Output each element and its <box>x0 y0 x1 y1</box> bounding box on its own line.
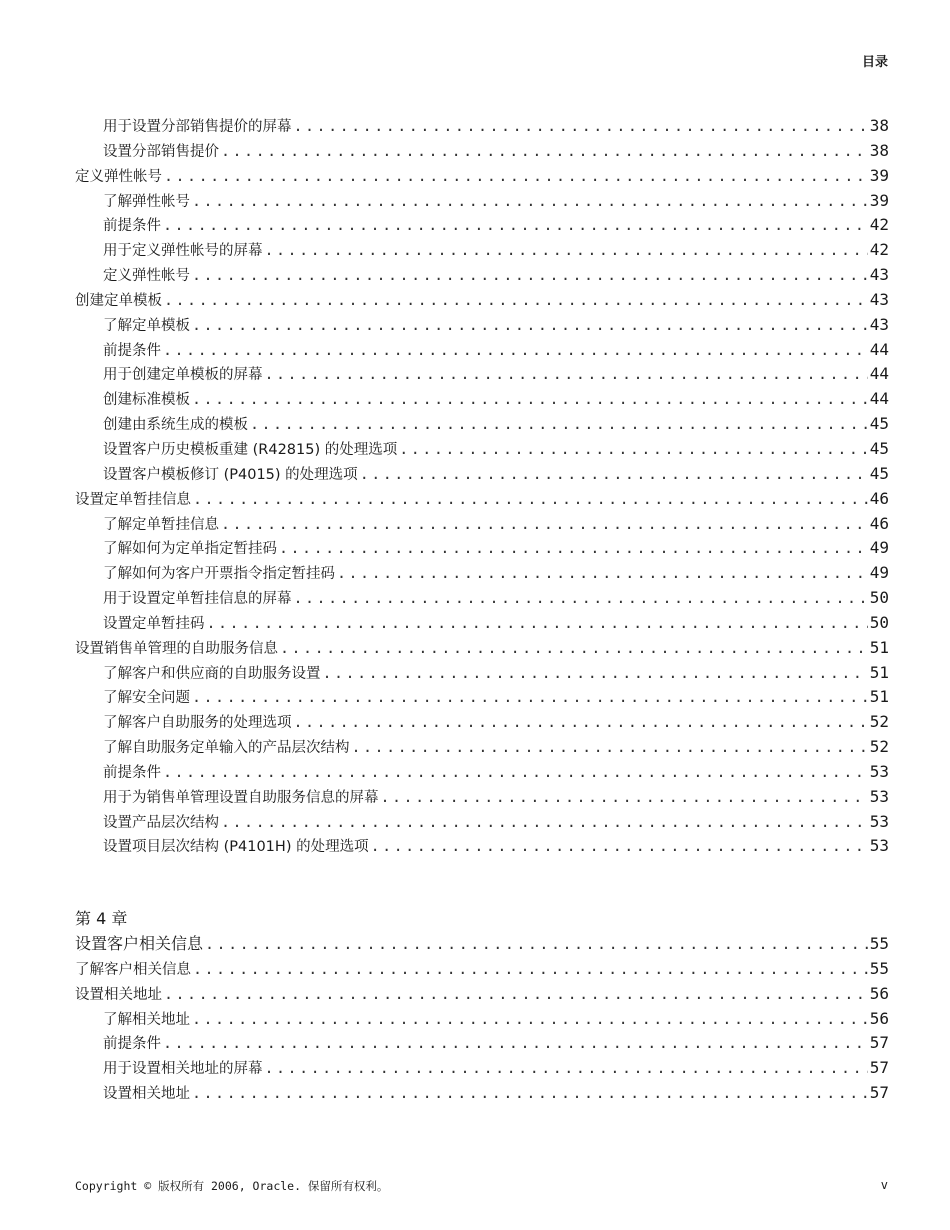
toc-entry[interactable] <box>75 387 889 412</box>
toc-entry-label: 设置分部销售提价 <box>103 143 219 160</box>
toc-entry-label: 定义弹性帐号 <box>103 268 190 285</box>
toc-entry-label: 设置项目层次结构 (P4101H) 的处理选项 <box>103 839 369 856</box>
toc-leader-dots <box>294 114 868 139</box>
toc-entry[interactable] <box>75 238 889 263</box>
toc-entry[interactable] <box>75 982 889 1007</box>
toc-entry[interactable] <box>75 288 889 313</box>
toc-leader-dots <box>381 785 868 810</box>
toc-entry[interactable] <box>75 139 889 164</box>
toc-entry-page: 52 <box>869 712 889 732</box>
toc-leader-dots <box>265 238 868 263</box>
toc-entry[interactable] <box>75 1007 889 1032</box>
toc-entry-page: 45 <box>869 414 889 434</box>
toc-entry-page: 43 <box>869 265 889 285</box>
toc-entry-label: 了解自助服务定单输入的产品层次结构 <box>103 740 350 757</box>
toc-leader-dots <box>164 982 868 1007</box>
running-header-title: 目录 <box>861 55 888 70</box>
toc-entry-label: 用于为销售单管理设置自助服务信息的屏幕 <box>103 789 379 806</box>
toc-entry-label: 了解相关地址 <box>103 1011 190 1028</box>
toc-entry-label: 前提条件 <box>103 764 161 781</box>
toc-leader-dots <box>163 338 868 363</box>
toc-leader-dots <box>221 810 868 835</box>
footer-copyright: Copyright © 版权所有 2006, Oracle. 保留所有权利。 <box>75 1179 389 1193</box>
toc-entry-page: 57 <box>869 1033 889 1053</box>
toc-entry[interactable] <box>75 735 889 760</box>
toc-entry-label: 用于设置相关地址的屏幕 <box>103 1061 263 1078</box>
toc-entry-page: 50 <box>869 588 889 608</box>
toc-entry-label: 设置销售单管理的自助服务信息 <box>75 640 278 657</box>
toc-leader-dots <box>192 263 868 288</box>
toc-entry-label: 用于定义弹性帐号的屏幕 <box>103 243 263 260</box>
toc-entry-page: 42 <box>869 215 889 235</box>
toc-leader-dots <box>192 1081 868 1106</box>
toc-entry[interactable] <box>75 462 889 487</box>
toc-entry-label: 用于设置定单暂挂信息的屏幕 <box>103 591 292 608</box>
toc-entry-page: 44 <box>869 339 889 359</box>
toc-leader-dots <box>323 661 868 686</box>
toc-leader-dots <box>192 685 868 710</box>
toc-leader-dots <box>265 362 868 387</box>
toc-leader-dots <box>163 1031 868 1056</box>
toc-entry-label: 设置相关地址 <box>75 986 162 1003</box>
toc-entry-label: 创建定单模板 <box>75 292 162 309</box>
toc-entry-page: 43 <box>869 289 889 309</box>
toc-entry-page: 43 <box>869 314 889 334</box>
toc-entry-page: 42 <box>869 240 889 260</box>
toc-entry[interactable] <box>75 586 889 611</box>
toc-entry-label: 前提条件 <box>103 218 161 235</box>
toc-entry[interactable] <box>75 810 889 835</box>
toc-entry-label: 了解如何为客户开票指令指定暂挂码 <box>103 566 335 583</box>
toc-entry-page: 45 <box>869 438 889 458</box>
toc-leader-dots <box>164 288 868 313</box>
toc-entry-label: 设置客户模板修订 (P4015) 的处理选项 <box>103 466 358 483</box>
chapter-heading: 第 4 章 <box>75 909 128 928</box>
toc-leader-dots <box>371 834 868 859</box>
toc-entry-label: 设置产品层次结构 <box>103 814 219 831</box>
toc-entry-page: 46 <box>869 513 889 533</box>
toc-entry[interactable] <box>75 636 889 661</box>
toc-entry[interactable] <box>75 412 889 437</box>
toc-entry-page: 49 <box>869 538 889 558</box>
toc-entry-label: 前提条件 <box>103 342 161 359</box>
toc-entry[interactable] <box>75 661 889 686</box>
toc-leader-dots <box>193 957 868 982</box>
toc-entry[interactable] <box>75 785 889 810</box>
toc-entry-page: 44 <box>869 389 889 409</box>
toc-leader-dots <box>192 313 868 338</box>
toc-entry-page: 46 <box>869 488 889 508</box>
toc-entry-label: 设置客户历史模板重建 (R42815) 的处理选项 <box>103 441 398 458</box>
toc-entry-page: 39 <box>869 165 889 185</box>
toc-entry-page: 51 <box>869 637 889 657</box>
toc-leader-dots <box>207 611 868 636</box>
toc-entry[interactable] <box>75 1031 889 1056</box>
toc-entry-label: 了解客户自助服务的处理选项 <box>103 715 292 732</box>
toc-entry[interactable] <box>75 760 889 785</box>
chapter-title-entry[interactable] <box>75 932 889 957</box>
toc-entry[interactable] <box>75 313 889 338</box>
toc-entry-page: 51 <box>869 687 889 707</box>
toc-entry-label: 前提条件 <box>103 1036 161 1053</box>
toc-entry-page: 56 <box>869 1008 889 1028</box>
toc-leader-dots <box>294 586 868 611</box>
toc-entry[interactable] <box>75 1081 889 1106</box>
toc-entry-page: 53 <box>869 786 889 806</box>
toc-entry[interactable] <box>75 611 889 636</box>
toc-entry-page: 49 <box>869 563 889 583</box>
toc-entry-label: 设置相关地址 <box>103 1086 190 1103</box>
toc-entry-label: 设置客户相关信息 <box>75 934 204 953</box>
toc-leader-dots <box>294 710 868 735</box>
toc-leader-dots <box>360 462 868 487</box>
toc-entry-label: 用于设置分部销售提价的屏幕 <box>103 119 292 135</box>
toc-entry[interactable] <box>75 338 889 363</box>
toc-entry[interactable] <box>75 561 889 586</box>
toc-entry[interactable] <box>75 710 889 735</box>
toc-entry-page: 57 <box>869 1058 889 1078</box>
toc-entry-label: 了解弹性帐号 <box>103 193 190 210</box>
toc-leader-dots <box>221 139 868 164</box>
toc-entry-label: 用于创建定单模板的屏幕 <box>103 367 263 384</box>
toc-leader-dots <box>221 512 868 537</box>
toc-entry-page: 56 <box>869 983 889 1003</box>
toc-leader-dots <box>337 561 868 586</box>
toc-entry-page: 50 <box>869 612 889 632</box>
toc-leader-dots <box>193 487 868 512</box>
toc-entry-page: 45 <box>869 463 889 483</box>
toc-leader-dots <box>280 636 868 661</box>
toc-entry-page: 39 <box>869 190 889 210</box>
toc-entry[interactable] <box>75 834 889 859</box>
toc-entry-page: 51 <box>869 662 889 682</box>
toc-entry-page: 57 <box>869 1083 889 1103</box>
toc-entry-label: 定义弹性帐号 <box>75 168 162 185</box>
toc-entry-page: 53 <box>869 761 889 781</box>
toc-entry[interactable] <box>75 437 889 462</box>
toc-entry[interactable] <box>75 189 889 214</box>
toc-entry-page: 53 <box>869 836 889 856</box>
toc-entry-page: 52 <box>869 737 889 757</box>
toc-entry-label: 了解安全问题 <box>103 690 190 707</box>
toc-entry-label: 了解客户和供应商的自助服务设置 <box>103 665 321 682</box>
toc-leader-dots <box>163 213 868 238</box>
toc-list <box>75 114 889 859</box>
toc-leader-dots <box>163 760 868 785</box>
toc-entry[interactable] <box>75 512 889 537</box>
toc-entry[interactable] <box>75 1056 889 1081</box>
toc-entry[interactable] <box>75 213 889 238</box>
toc-entry-page: 38 <box>869 140 889 160</box>
toc-leader-dots <box>192 189 868 214</box>
toc-entry[interactable] <box>75 263 889 288</box>
toc-entry[interactable] <box>75 487 889 512</box>
toc-leader-dots <box>399 437 868 462</box>
toc-leader-dots <box>352 735 868 760</box>
toc-entry[interactable] <box>75 957 889 982</box>
toc-entry-label: 创建标准模板 <box>103 392 190 409</box>
toc-entry-page: 55 <box>869 958 889 978</box>
toc-leader-dots <box>265 1056 868 1081</box>
toc-entry-page: 38 <box>869 116 889 135</box>
toc-entry-page: 44 <box>869 364 889 384</box>
toc-entry[interactable] <box>75 685 889 710</box>
toc-entry-page: 53 <box>869 811 889 831</box>
footer-page-number: v <box>880 1178 888 1192</box>
toc-entry-label: 设置定单暂挂码 <box>103 615 205 632</box>
toc-entry[interactable] <box>75 362 889 387</box>
toc-leader-dots <box>279 536 868 561</box>
toc-entry-label: 创建由系统生成的模板 <box>103 417 248 434</box>
toc-entry[interactable] <box>75 536 889 561</box>
toc-leader-dots <box>250 412 868 437</box>
toc-entry-label: 了解客户相关信息 <box>75 961 191 978</box>
toc-entry[interactable] <box>75 114 889 139</box>
toc-leader-dots <box>192 387 868 412</box>
toc-entry[interactable] <box>75 164 889 189</box>
toc-leader-dots <box>205 932 868 957</box>
toc-leader-dots <box>164 164 868 189</box>
toc-entry-label: 了解定单模板 <box>103 317 190 334</box>
toc-entry-label: 设置定单暂挂信息 <box>75 491 191 508</box>
toc-entry-page: 55 <box>869 934 889 953</box>
toc-leader-dots <box>192 1007 868 1032</box>
chapter-toc-list <box>75 932 889 1106</box>
toc-entry-label: 了解定单暂挂信息 <box>103 516 219 533</box>
toc-entry-label: 了解如何为定单指定暂挂码 <box>103 541 277 558</box>
